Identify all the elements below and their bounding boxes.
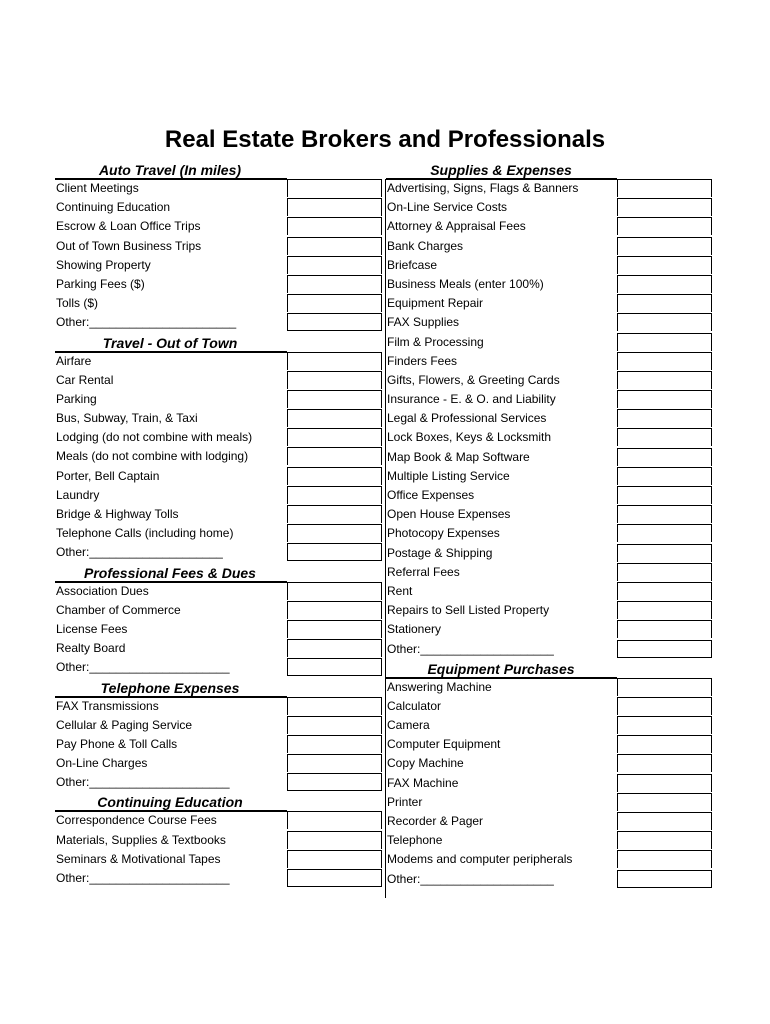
line-item-label: Client Meetings <box>56 181 139 195</box>
amount-entry-box[interactable] <box>287 313 382 331</box>
line-item-label: Showing Property <box>56 257 151 272</box>
line-item-label: Advertising, Signs, Flags & Banners <box>387 181 579 195</box>
line-item-label: Porter, Bell Captain <box>56 468 160 483</box>
line-item-label: Parking <box>56 391 97 406</box>
line-item <box>55 524 385 543</box>
line-item <box>386 831 716 850</box>
line-item <box>386 275 716 294</box>
amount-entry-box[interactable] <box>287 428 382 446</box>
line-item <box>55 352 385 371</box>
amount-entry-box[interactable] <box>617 390 712 408</box>
line-item-label: Lodging (do not combine with meals) <box>56 430 253 445</box>
section-heading-equipment-purchases <box>386 659 716 678</box>
line-item <box>386 620 716 639</box>
amount-entry-box[interactable] <box>287 294 382 312</box>
line-item-label: Parking Fees ($) <box>56 276 145 291</box>
line-item <box>55 639 385 658</box>
line-item <box>386 217 716 236</box>
amount-entry-box[interactable] <box>617 448 712 466</box>
amount-entry-box[interactable] <box>287 524 382 542</box>
amount-entry-box[interactable] <box>617 294 712 312</box>
line-item-label: FAX Transmissions <box>56 698 159 713</box>
line-item <box>386 735 716 754</box>
amount-entry-box[interactable] <box>287 467 382 485</box>
line-item <box>386 640 716 659</box>
line-item-label: Legal & Professional Services <box>387 411 547 426</box>
line-item <box>386 198 716 217</box>
amount-entry-box[interactable] <box>287 256 382 274</box>
line-item-label: Postage & Shipping <box>387 545 493 560</box>
line-item-label: Finders Fees <box>387 353 458 368</box>
section-heading-text: Continuing Education <box>97 794 243 811</box>
line-item-label: Airfare <box>56 353 92 368</box>
amount-entry-box[interactable] <box>287 179 382 197</box>
line-item-label: Recorder & Pager <box>387 814 484 828</box>
line-item <box>386 774 716 793</box>
line-item <box>55 601 385 620</box>
line-item-label: Meals (do not combine with lodging) <box>56 449 249 464</box>
amount-entry-box[interactable] <box>617 697 712 715</box>
center-divider <box>385 179 386 898</box>
line-item-label: Photocopy Expenses <box>387 526 500 541</box>
line-item-label: Gifts, Flowers, & Greeting Cards <box>387 372 560 387</box>
line-item <box>55 237 385 256</box>
amount-entry-box[interactable] <box>617 640 712 658</box>
line-item <box>55 754 385 773</box>
line-item-label: Telephone <box>387 833 443 848</box>
line-item-label: Continuing Education <box>56 200 171 215</box>
line-item <box>55 409 385 428</box>
amount-entry-box[interactable] <box>617 179 712 197</box>
line-item <box>55 486 385 505</box>
line-item-label: Copy Machine <box>387 756 464 771</box>
section-heading-supplies-expenses <box>386 160 716 179</box>
amount-entry-box[interactable] <box>617 563 712 581</box>
line-item <box>55 505 385 524</box>
amount-entry-box[interactable] <box>617 678 712 696</box>
line-item <box>386 352 716 371</box>
line-item-label: Printer <box>387 794 423 809</box>
line-item-label: Bridge & Highway Tolls <box>56 507 179 521</box>
line-item-label: Other:_____________________ <box>56 660 230 675</box>
line-item <box>55 697 385 716</box>
amount-entry-box[interactable] <box>287 811 382 829</box>
section-heading-continuing-education <box>55 792 385 811</box>
line-item-label: Escrow & Loan Office Trips <box>56 219 201 234</box>
amount-entry-box[interactable] <box>287 582 382 600</box>
line-item <box>386 754 716 773</box>
line-item-label: Laundry <box>56 487 100 502</box>
line-item-label: Computer Equipment <box>387 737 501 752</box>
amount-entry-box[interactable] <box>617 256 712 274</box>
line-item <box>386 256 716 275</box>
line-item <box>55 658 385 677</box>
line-item-label: Correspondence Course Fees <box>56 813 217 828</box>
amount-entry-box[interactable] <box>617 313 712 331</box>
line-item-label: Office Expenses <box>387 488 475 502</box>
amount-entry-box[interactable] <box>617 428 712 446</box>
amount-entry-box[interactable] <box>287 409 382 427</box>
section-heading-travel-out-of-town <box>55 333 385 352</box>
amount-entry-box[interactable] <box>287 447 382 465</box>
amount-entry-box[interactable] <box>617 735 712 753</box>
line-item-label: Other:_____________________ <box>56 871 230 885</box>
section-heading-text: Travel - Out of Town <box>102 334 238 351</box>
line-item <box>55 543 385 562</box>
amount-entry-box[interactable] <box>287 601 382 619</box>
line-item-label: Business Meals (enter 100%) <box>387 276 544 291</box>
amount-entry-box[interactable] <box>287 275 382 293</box>
amount-entry-box[interactable] <box>617 371 712 389</box>
line-item <box>55 198 385 217</box>
line-item <box>386 428 716 447</box>
line-item <box>55 831 385 850</box>
line-item-label: Insurance - E. & O. and Liability <box>387 392 556 407</box>
line-item-label: Cellular & Paging Service <box>56 717 193 732</box>
section-heading-text: Equipment Purchases <box>427 660 575 677</box>
amount-entry-box[interactable] <box>287 831 382 849</box>
line-item-label: Rent <box>387 583 413 598</box>
line-item-label: Other:_____________________ <box>56 775 230 790</box>
amount-entry-box[interactable] <box>617 237 712 255</box>
line-item <box>386 544 716 563</box>
line-item <box>386 793 716 812</box>
line-item-label: Other:______________________ <box>56 315 237 330</box>
section-heading-text: Auto Travel (In miles) <box>98 162 242 178</box>
amount-entry-box[interactable] <box>287 869 382 887</box>
line-item <box>386 179 716 198</box>
line-item <box>386 467 716 486</box>
line-item <box>55 735 385 754</box>
amount-entry-box[interactable] <box>287 697 382 715</box>
amount-entry-box[interactable] <box>287 773 382 791</box>
line-item <box>386 313 716 332</box>
section-heading-auto-travel-in-miles <box>55 160 385 179</box>
section-heading-text: Professional Fees & Dues <box>84 564 256 581</box>
line-item <box>55 217 385 236</box>
line-item-label: Stationery <box>387 622 442 637</box>
amount-entry-box[interactable] <box>617 812 712 830</box>
line-item <box>55 371 385 390</box>
line-item <box>386 505 716 524</box>
amount-entry-box[interactable] <box>617 793 712 811</box>
line-item-label: Pay Phone & Toll Calls <box>56 736 178 751</box>
line-item-label: License Fees <box>56 621 128 636</box>
line-item-label: Out of Town Business Trips <box>56 238 202 253</box>
line-item-label: FAX Supplies <box>387 315 460 330</box>
section-heading-text: Supplies & Expenses <box>430 162 572 178</box>
line-item <box>386 563 716 582</box>
line-item <box>386 870 716 889</box>
line-item <box>55 620 385 639</box>
section-heading-telephone-expenses <box>55 678 385 697</box>
line-item <box>386 678 716 697</box>
amount-entry-box[interactable] <box>287 850 382 868</box>
amount-entry-box[interactable] <box>617 333 712 351</box>
amount-entry-box[interactable] <box>617 850 712 868</box>
line-item <box>386 371 716 390</box>
line-item-label: Other:____________________ <box>387 641 554 656</box>
line-item <box>55 467 385 486</box>
line-item-label: Other:____________________ <box>387 871 554 886</box>
page-title: Real Estate Brokers and Professionals <box>164 126 606 153</box>
line-item <box>55 869 385 888</box>
amount-entry-box[interactable] <box>287 237 382 255</box>
amount-entry-box[interactable] <box>287 486 382 504</box>
line-item-label: Lock Boxes, Keys & Locksmith <box>387 430 552 445</box>
amount-entry-box[interactable] <box>617 544 712 562</box>
line-item <box>386 716 716 735</box>
line-item <box>386 448 716 467</box>
amount-entry-box[interactable] <box>617 870 712 888</box>
line-item-label: Equipment Repair <box>387 296 484 311</box>
line-item <box>386 697 716 716</box>
section-heading-text: Telephone Expenses <box>100 679 240 696</box>
line-item <box>55 256 385 275</box>
amount-entry-box[interactable] <box>617 582 712 600</box>
left-column <box>55 160 385 888</box>
amount-entry-box[interactable] <box>287 639 382 657</box>
amount-entry-box[interactable] <box>287 390 382 408</box>
line-item <box>386 601 716 620</box>
line-item <box>386 582 716 601</box>
amount-entry-box[interactable] <box>617 486 712 504</box>
amount-entry-box[interactable] <box>617 620 712 638</box>
amount-entry-box[interactable] <box>287 217 382 235</box>
line-item-label: Association Dues <box>56 583 149 598</box>
line-item-label: FAX Machine <box>387 775 459 790</box>
line-item <box>55 179 385 198</box>
line-item <box>55 850 385 869</box>
line-item-label: Tolls ($) <box>56 296 99 311</box>
line-item <box>55 428 385 447</box>
line-item <box>386 333 716 352</box>
line-item-label: Other:____________________ <box>56 545 223 560</box>
line-item <box>55 294 385 313</box>
line-item-label: Chamber of Commerce <box>56 602 181 617</box>
line-item <box>386 486 716 505</box>
amount-entry-box[interactable] <box>287 505 382 523</box>
line-item <box>386 294 716 313</box>
amount-entry-box[interactable] <box>287 658 382 676</box>
line-item-label: Seminars & Motivational Tapes <box>56 851 221 866</box>
line-item <box>55 582 385 601</box>
line-item <box>386 524 716 543</box>
amount-entry-box[interactable] <box>287 716 382 734</box>
line-item <box>55 773 385 792</box>
line-item <box>386 409 716 428</box>
amount-entry-box[interactable] <box>287 543 382 561</box>
amount-entry-box[interactable] <box>287 735 382 753</box>
line-item <box>386 812 716 831</box>
amount-entry-box[interactable] <box>617 505 712 523</box>
line-item <box>55 716 385 735</box>
line-item-label: Answering Machine <box>387 679 492 694</box>
amount-entry-box[interactable] <box>617 409 712 427</box>
amount-entry-box[interactable] <box>287 198 382 216</box>
amount-entry-box[interactable] <box>617 601 712 619</box>
line-item-label: Calculator <box>387 698 442 713</box>
amount-entry-box[interactable] <box>617 774 712 792</box>
line-item-label: Open House Expenses <box>387 507 511 522</box>
line-item-label: Realty Board <box>56 641 126 656</box>
amount-entry-box[interactable] <box>287 620 382 638</box>
line-item-label: Bank Charges <box>387 238 464 253</box>
line-item-label: Multiple Listing Service <box>387 468 510 483</box>
amount-entry-box[interactable] <box>287 371 382 389</box>
amount-entry-box[interactable] <box>617 217 712 235</box>
line-item <box>55 390 385 409</box>
line-item-label: Modems and computer peripherals <box>387 852 573 867</box>
line-item-label: Briefcase <box>387 257 438 272</box>
line-item <box>55 811 385 830</box>
line-item <box>386 237 716 256</box>
line-item-label: Repairs to Sell Listed Property <box>387 603 550 618</box>
section-heading-professional-fees-dues <box>55 563 385 582</box>
line-item-label: Bus, Subway, Train, & Taxi <box>56 411 198 426</box>
amount-entry-box[interactable] <box>617 198 712 216</box>
amount-entry-box[interactable] <box>617 754 712 772</box>
line-item-label: Map Book & Map Software <box>387 449 530 464</box>
line-item-label: Attorney & Appraisal Fees <box>387 219 526 234</box>
amount-entry-box[interactable] <box>617 352 712 370</box>
line-item <box>55 275 385 294</box>
amount-entry-box[interactable] <box>617 831 712 849</box>
amount-entry-box[interactable] <box>617 716 712 734</box>
line-item-label: On-Line Charges <box>56 756 148 771</box>
amount-entry-box[interactable] <box>617 524 712 542</box>
line-item-label: Camera <box>387 718 430 733</box>
right-column <box>386 160 716 889</box>
line-item <box>386 850 716 869</box>
amount-entry-box[interactable] <box>617 467 712 485</box>
line-item-label: Car Rental <box>56 372 114 387</box>
line-item <box>386 390 716 409</box>
amount-entry-box[interactable] <box>287 754 382 772</box>
line-item-label: On-Line Service Costs <box>387 200 508 215</box>
amount-entry-box[interactable] <box>617 275 712 293</box>
line-item-label: Film & Processing <box>387 334 484 349</box>
amount-entry-box[interactable] <box>287 352 382 370</box>
line-item-label: Referral Fees <box>387 564 460 579</box>
line-item-label: Materials, Supplies & Textbooks <box>56 832 226 847</box>
line-item <box>55 447 385 466</box>
line-item <box>55 313 385 332</box>
line-item-label: Telephone Calls (including home) <box>56 526 234 541</box>
